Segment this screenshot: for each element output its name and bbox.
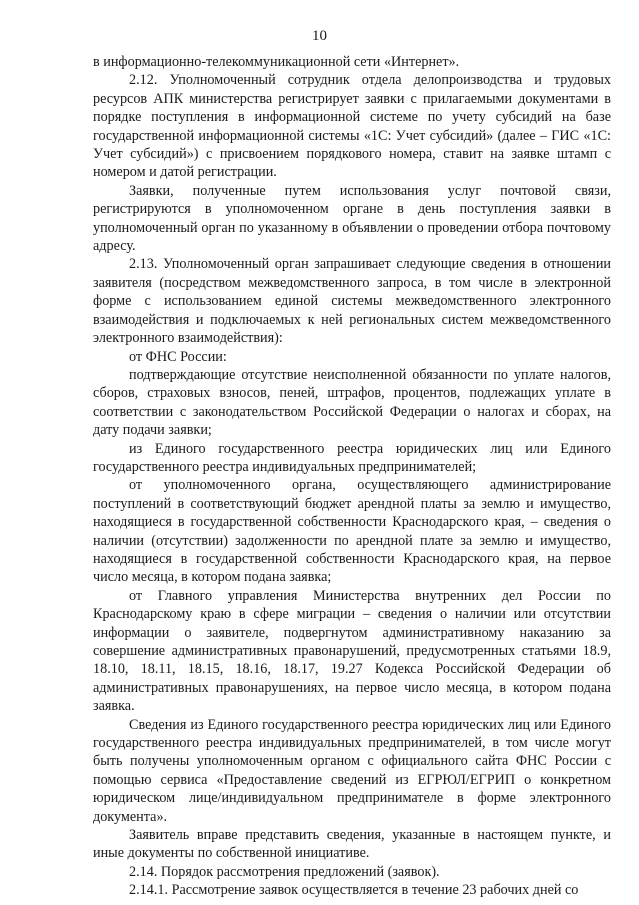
paragraph-postal-applications: Заявки, полученные путем использования услуг почтовой связи, регистрируются в уполномоченном органе в день поступления заявки в уполномоченный орган по указанному в объявлении о проведении отбора почтовому адресу.	[93, 182, 611, 255]
paragraph-egrul-egrip: из Единого государственного реестра юридических лиц или Единого государственного реестра индивидуальных предпринимателей;	[93, 440, 611, 475]
paragraph-continuation: в информационно-телекоммуникационной сети «Интернет».	[93, 54, 460, 70]
page-number: 10	[312, 28, 327, 44]
paragraph-rent-debt: от уполномоченного органа, осуществляющего администрирование поступлений в соответствующий бюджет арендной платы за землю и имущество, находящиеся в государственной собственности Краснодарского края, – сведения о наличии (отсутствии) задолженности по арендной плате за землю и имущество, находящиеся в государственной собственности Краснодарского края, на первое число месяца, в котором подана заявка;	[93, 477, 611, 586]
paragraph-fns-website: Сведения из Единого государственного реестра юридических лиц или Единого государственного реестра индивидуальных предпринимателей, в том числе могут быть получены уполномоченным органом с официального сайта ФНС России с помощью сервиса «Предоставление сведений из ЕГРЮЛ/ЕГРИП о конкретном юридическом лице/индивидуальном предпринимателе в форме электронного документа».	[93, 716, 611, 825]
document-body	[93, 53, 611, 900]
paragraph-2-14-1: 2.14.1. Рассмотрение заявок осуществляется в течение 23 рабочих дней со	[129, 882, 579, 899]
paragraph-2-12: 2.12. Уполномоченный сотрудник отдела делопроизводства и трудовых ресурсов АПК министерства регистрирует заявки с прилагаемыми документами в порядке поступления в информационной системе по учету субсидий на базе государственной информационной системы «1С: Учет субсидий» (далее – ГИС «1С: Учет субсидий») с присвоением порядкового номера, ставит на заявке штамп с номером и датой регистрации.	[93, 72, 611, 181]
paragraph-from-fns: от ФНС России:	[129, 348, 227, 365]
paragraph-tax-obligations: подтверждающие отсутствие неисполненной обязанности по уплате налогов, сборов, страховых взносов, пеней, штрафов, процентов, подлежащих уплате в соответствии с законодательством Российской Федерации о налогах и сборах, на дату подачи заявки;	[93, 366, 611, 439]
paragraph-own-initiative: Заявитель вправе представить сведения, указанные в настоящем пункте, и иные документы по собственной инициативе.	[93, 827, 611, 862]
paragraph-2-13: 2.13. Уполномоченный орган запрашивает следующие сведения в отношении заявителя (посредством межведомственного запроса, в том числе в электронной форме с использованием единой системы межведомственного электронного взаимодействия и подключаемых к ней региональных систем межведомственного электронного взаимодействия):	[93, 256, 611, 347]
paragraph-migration: от Главного управления Министерства внутренних дел России по Краснодарскому краю в сфере миграции – сведения о наличии или отсутствии информации о заявителе, подвергнутом административному наказанию за совершение административных правонарушений, предусмотренных статьями 18.9, 18.10, 18.11, 18.15, 18.16, 18.17, 19.27 Кодекса Российской Федерации об административных правонарушениях, на первое число месяца, в котором подана заявка.	[93, 587, 611, 715]
paragraph-2-14: 2.14. Порядок рассмотрения предложений (заявок).	[129, 863, 440, 880]
